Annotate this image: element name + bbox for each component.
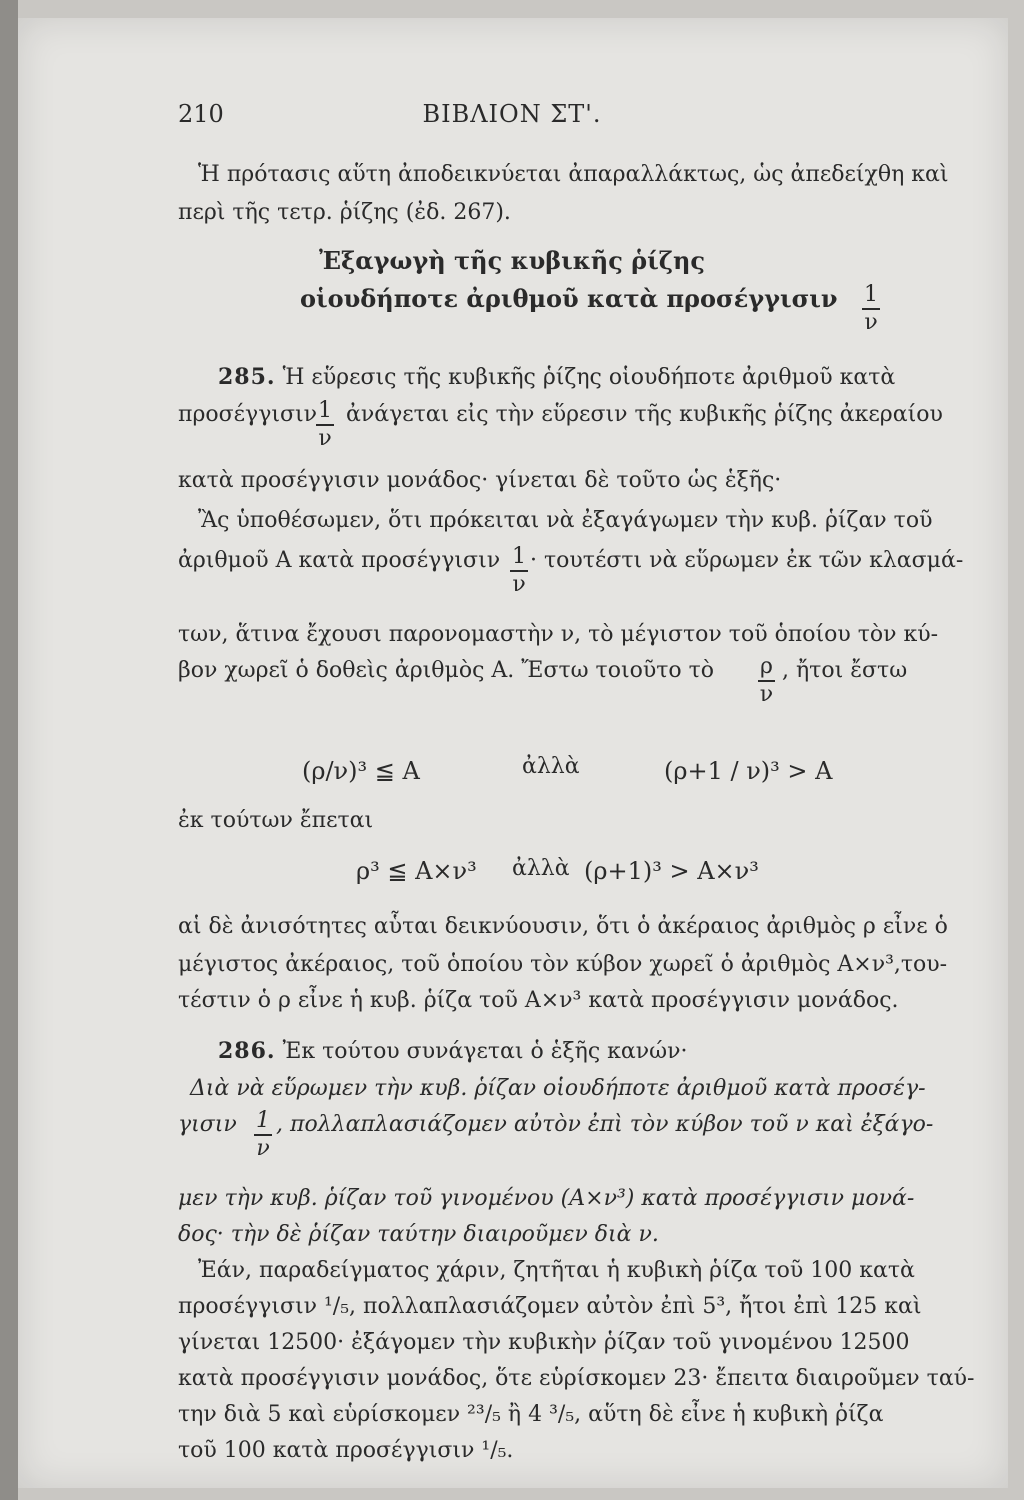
rule-line: γισιν: [178, 1112, 237, 1137]
numerator: 1: [316, 398, 334, 426]
denominator: ν: [318, 426, 332, 451]
text: · τουτέστι νὰ εὕρωμεν ἐκ τῶν κλασμά-: [530, 548, 964, 573]
text: Ἐκ τούτου συνάγεται ὁ ἑξῆς κανών·: [282, 1039, 688, 1064]
inequality-1-right: (ρ+1 / ν)³ > Α: [664, 757, 833, 785]
denominator: ν: [759, 682, 774, 707]
fraction-1-over-nu: [254, 1108, 272, 1162]
inequality-1-left: (ρ/ν)³ ≦ Α: [302, 757, 420, 785]
text-line: προσέγγισιν ¹/₅, πολλαπλασιάζομεν αὐτὸν ἐπὶ 5³, ἤτοι ἐπὶ 125 καὶ: [178, 1294, 922, 1319]
scan-left-edge: [0, 0, 18, 1500]
text: ἀνάγεται εἰς τὴν εὕρεσιν τῆς κυβικῆς ῥίζης ἀκεραίου: [346, 402, 943, 427]
text-line: Ἂς ὑποθέσωμεν, ὅτι πρόκειται νὰ ἐξαγάγωμεν τὴν κυβ. ῥίζαν τοῦ: [198, 508, 933, 533]
connector-word: ἀλλὰ: [512, 856, 570, 881]
section-number: 285.: [218, 364, 276, 390]
fraction-1-over-nu: [510, 544, 528, 598]
section-title: Ἐξαγωγὴ τῆς κυβικῆς ῥίζης: [318, 246, 706, 275]
page-number: 210: [178, 100, 224, 128]
numerator: 1: [862, 282, 880, 310]
rule-line: δος· τὴν δὲ ῥίζαν ταύτην διαιροῦμεν διὰ ν.: [178, 1222, 659, 1247]
text-line: αἱ δὲ ἀνισότητες αὗται δεικνύουσιν, ὅτι ὁ ἀκέραιος ἀριθμὸς ρ εἶνε ὁ: [178, 914, 948, 939]
section-title: οἱουδήποτε ἀριθμοῦ κατὰ προσέγγισιν: [300, 284, 838, 313]
fraction-1-over-nu: [862, 282, 880, 336]
numerator: 1: [510, 544, 528, 572]
text: Ἡ εὕρεσις τῆς κυβικῆς ῥίζης οἱουδήποτε ἀριθμοῦ κατὰ: [282, 365, 896, 390]
inequality-2-right: (ρ+1)³ > Α×ν³: [584, 857, 759, 885]
text-line: ἀριθμοῦ Α κατὰ προσέγγισιν: [178, 548, 501, 573]
text-line: τέστιν ὁ ρ εἶνε ἡ κυβ. ῥίζα τοῦ Α×ν³ κατὰ προσέγγισιν μονάδος.: [178, 988, 899, 1013]
text-line: Ἡ πρότασις αὕτη ἀποδεικνύεται ἀπαραλλάκτως, ὡς ἀπεδείχθη καὶ: [198, 162, 949, 187]
section-number: 286.: [218, 1038, 276, 1064]
fraction-rho-over-nu: [758, 654, 775, 708]
text-line: των, ἅτινα ἔχουσι παρονομαστὴν ν, τὸ μέγιστον τοῦ ὁποίου τὸν κύ-: [178, 622, 939, 647]
fraction-1-over-nu: [316, 398, 334, 452]
text-line: τοῦ 100 κατὰ προσέγγισιν ¹/₅.: [178, 1438, 514, 1463]
text-line: προσέγγισιν: [178, 402, 317, 427]
text-line: κατὰ προσέγγισιν μονάδος· γίνεται δὲ τοῦτο ὡς ἑξῆς·: [178, 468, 782, 493]
text-line: ἐκ τούτων ἔπεται: [178, 808, 374, 833]
text-line: περὶ τῆς τετρ. ῥίζης (ἐδ. 267).: [178, 200, 511, 225]
rule-line: μεν τὴν κυβ. ῥίζαν τοῦ γινομένου (Α×ν³) κατὰ προσέγγισιν μονά-: [178, 1186, 915, 1211]
denominator: ν: [256, 1136, 270, 1161]
text: , ἤτοι ἔστω: [782, 658, 908, 683]
denominator: ν: [864, 310, 878, 335]
paragraph-286-line: [218, 1036, 1024, 1067]
text-line: την διὰ 5 καὶ εὑρίσκομεν ²³/₅ ἢ 4 ³/₅, αὕτη δὲ εἶνε ἡ κυβικὴ ῥίζα: [178, 1402, 884, 1427]
text-line: μέγιστος ἀκέραιος, τοῦ ὁποίου τὸν κύβον χωρεῖ ὁ ἀριθμὸς Α×ν³,του-: [178, 952, 948, 977]
text-line: κατὰ προσέγγισιν μονάδος, ὅτε εὑρίσκομεν 23· ἔπειτα διαιροῦμεν ταύ-: [178, 1366, 975, 1391]
paragraph-285-line: [218, 362, 1024, 393]
numerator: 1: [254, 1108, 272, 1136]
rule-line: Διὰ νὰ εὕρωμεν τὴν κυβ. ῥίζαν οἱουδήποτε ἀριθμοῦ κατὰ προσέγ-: [190, 1076, 926, 1101]
connector-word: ἀλλὰ: [522, 754, 580, 779]
text-line: γίνεται 12500· ἐξάγομεν τὴν κυβικὴν ῥίζαν τοῦ γινομένου 12500: [178, 1330, 910, 1355]
running-title: ΒΙΒΛΙΟΝ ΣΤ'.: [422, 100, 602, 128]
text-line: Ἐάν, παραδείγματος χάριν, ζητῆται ἡ κυβικὴ ῥίζα τοῦ 100 κατὰ: [198, 1258, 915, 1283]
text-line: βον χωρεῖ ὁ δοθεὶς ἀριθμὸς Α. Ἔστω τοιοῦτο τὸ: [178, 658, 715, 683]
inequality-2-left: ρ³ ≦ Α×ν³: [356, 857, 477, 885]
numerator: ρ: [758, 654, 775, 682]
rule-text: , πολλαπλασιάζομεν αὐτὸν ἐπὶ τὸν κύβον τοῦ ν καὶ ἐξάγο-: [276, 1112, 934, 1137]
denominator: ν: [512, 572, 526, 597]
